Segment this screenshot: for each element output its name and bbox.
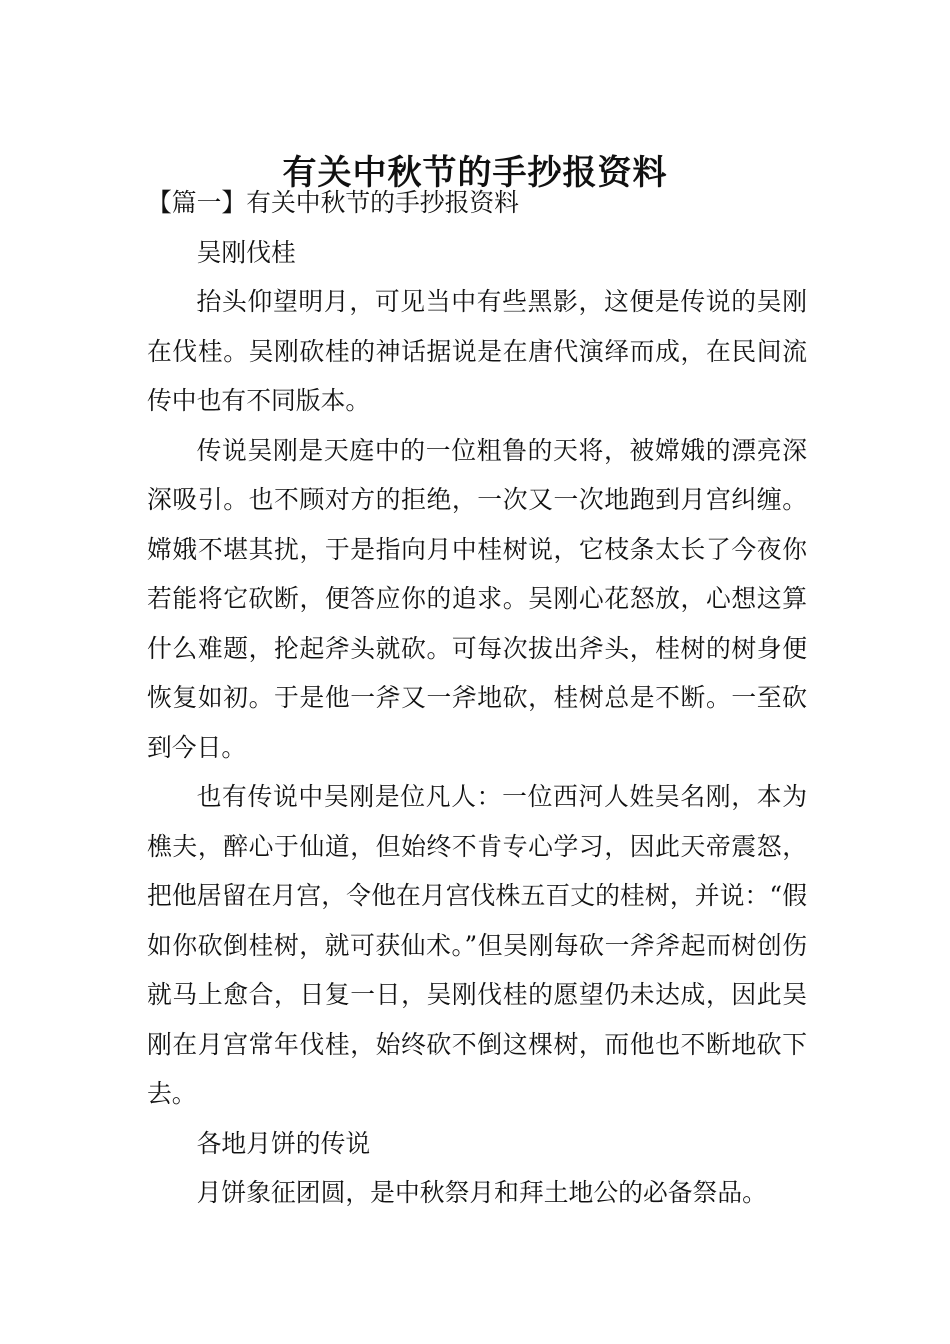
- subheading-wu-gang: 吴刚伐桂: [196, 237, 296, 267]
- paragraph-3: 也有传说中吴刚是位凡人：一位西河人姓吴名刚，本为樵夫，醉心于仙道，但始终不肯专心学习，因此天帝震怒，把他居留在月宫，令他在月宫伐株五百丈的桂树，并说：“假如你砍倒桂树，就可获仙术。”但吴刚每砍一斧斧起而树创伤就马上愈合，日复一日，吴刚伐桂的愿望仍未达成，因此吴刚在月宫常年伐桂，始终砍不倒这棵树，而他也不断地砍下去。: [147, 782, 807, 1108]
- document-title: 有关中秋节的手抄报资料: [282, 152, 668, 193]
- section-heading: 【篇一】有关中秋节的手抄报资料: [147, 188, 519, 217]
- subheading-mooncake: 各地月饼的传说: [196, 1128, 371, 1158]
- paragraph-4: 月饼象征团圆，是中秋祭月和拜土地公的必备祭品。: [196, 1178, 767, 1207]
- paragraph-1: 抬头仰望明月，可见当中有些黑影，这便是传说的吴刚在伐桂。吴刚砍桂的神话据说是在唐代演绎而成，在民间流传中也有不同版本。: [147, 287, 807, 415]
- document-body: [147, 178, 807, 1218]
- paragraph-2: 传说吴刚是天庭中的一位粗鲁的天将，被嫦娥的漂亮深深吸引。也不顾对方的拒绝，一次又一次地跑到月宫纠缠。嫦娥不堪其扰，于是指向月中桂树说，它枝条太长了今夜你若能将它砍断，便答应你的追求。吴刚心花怒放，心想这算什么难题，抡起斧头就砍。可每次拔出斧头，桂树的树身便恢复如初。于是他一斧又一斧地砍，桂树总是不断。一至砍到今日。: [147, 435, 807, 762]
